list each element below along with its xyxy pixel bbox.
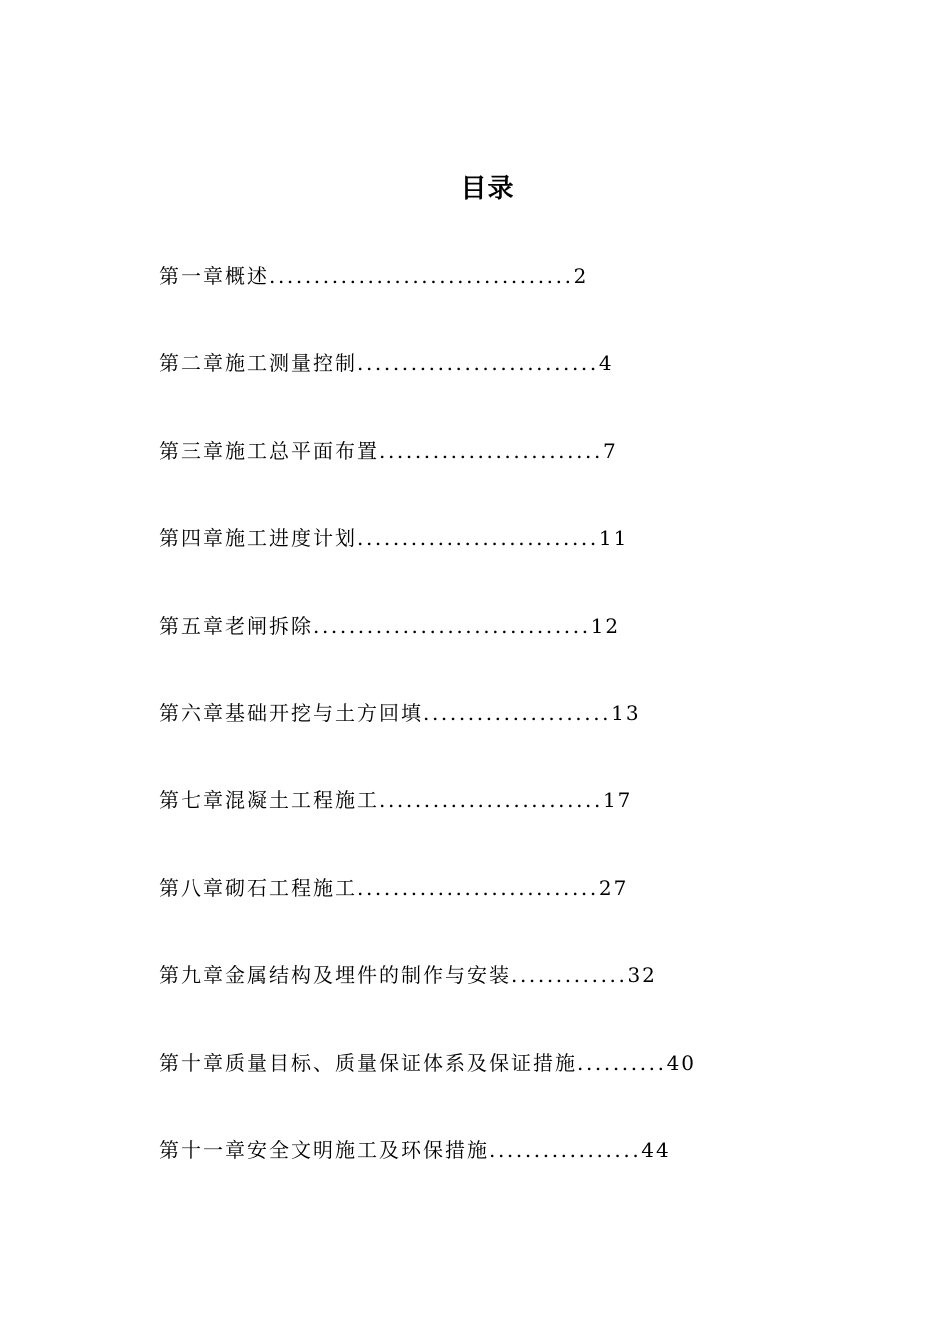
toc-entry[interactable]: [159, 957, 696, 1044]
toc-entry-label: 第十章质量目标、质量保证体系及保证措施: [159, 1050, 577, 1075]
toc-entry-leader: .............: [511, 963, 628, 988]
toc-entry-label: 第八章砌石工程施工: [159, 875, 357, 900]
toc-entry-page: 12: [590, 613, 621, 638]
toc-entry[interactable]: [159, 695, 696, 782]
toc-entry-leader: ...........................: [357, 875, 599, 900]
toc-entry[interactable]: [159, 1045, 696, 1132]
toc-title: 目录: [460, 174, 515, 204]
toc-entry-leader: ..........: [577, 1050, 667, 1075]
toc-entry-page: 13: [611, 700, 641, 725]
toc-entry-label: 第十一章安全文明施工及环保措施: [159, 1137, 489, 1162]
toc-entry[interactable]: [159, 870, 696, 957]
toc-entry-label: 第六章基础开挖与土方回填: [159, 700, 423, 725]
toc-list: [159, 258, 696, 1219]
toc-entry-label: 第一章概述: [159, 264, 269, 288]
toc-entry-label: 第七章混凝土工程施工: [159, 788, 379, 813]
toc-entry-page: 27: [598, 875, 629, 900]
toc-entry-leader: .................: [489, 1137, 642, 1162]
toc-entry[interactable]: [159, 433, 696, 520]
toc-entry-label: 第四章施工进度计划: [159, 526, 357, 551]
toc-entry-page: 17: [602, 788, 633, 813]
toc-entry-page: 7: [602, 438, 618, 463]
toc-entry-label: 第二章施工测量控制: [159, 351, 357, 376]
toc-entry-leader: ...........................: [357, 351, 599, 376]
toc-entry[interactable]: [159, 520, 696, 607]
toc-entry-page: 40: [666, 1050, 697, 1075]
toc-entry[interactable]: [159, 782, 696, 869]
toc-entry-page: 2: [573, 264, 589, 288]
toc-entry-leader: .........................: [379, 788, 603, 813]
toc-entry-label: 第三章施工总平面布置: [159, 438, 379, 463]
toc-entry-leader: .....................: [423, 700, 612, 725]
toc-entry-page: 32: [627, 963, 657, 988]
toc-entry-leader: ..................................: [269, 264, 574, 288]
toc-entry[interactable]: [159, 258, 696, 345]
toc-entry-page: 11: [598, 526, 629, 551]
toc-entry-label: 第五章老闸拆除: [159, 613, 313, 638]
toc-entry-page: 4: [598, 351, 614, 376]
toc-entry-leader: ...........................: [357, 526, 599, 551]
toc-entry[interactable]: [159, 608, 696, 695]
toc-entry-leader: .........................: [379, 438, 603, 463]
toc-entry-label: 第九章金属结构及埋件的制作与安装: [159, 963, 511, 988]
toc-entry[interactable]: [159, 1132, 696, 1219]
toc-entry-page: 44: [641, 1137, 671, 1162]
toc-entry[interactable]: [159, 345, 696, 432]
toc-entry-leader: ...............................: [313, 613, 591, 638]
